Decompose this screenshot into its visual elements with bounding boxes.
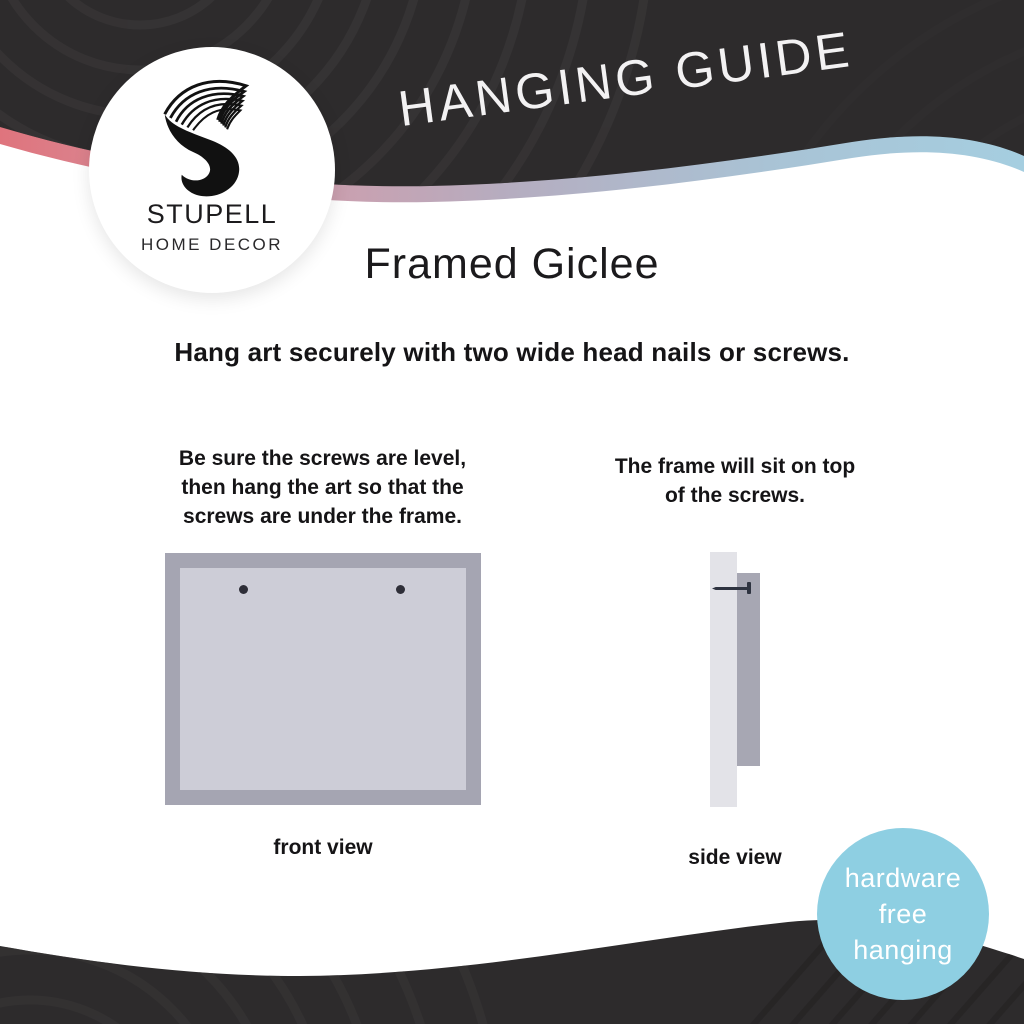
frame-profile-bar xyxy=(737,573,760,766)
front-view-caption: front view xyxy=(273,836,373,859)
product-type-title: Framed Giclee xyxy=(364,240,660,288)
nail-head-icon xyxy=(747,582,751,594)
instruction-line: Be sure the screws are level, xyxy=(178,447,467,470)
main-instruction: Hang art securely with two wide head nails or screws. xyxy=(174,337,850,367)
page-header-title: HANGING GUIDE xyxy=(395,20,856,138)
instruction-line: of the screws. xyxy=(664,484,806,507)
front-view-instructions xyxy=(150,444,495,531)
instruction-line: The frame will sit on top xyxy=(614,455,856,478)
frame-art-area xyxy=(180,568,466,790)
front-view-frame-diagram xyxy=(165,553,481,805)
screw-icon xyxy=(396,585,405,594)
brand-logo-circle xyxy=(89,47,335,293)
brand-tagline: HOME DECOR xyxy=(140,235,284,254)
badge-line: free xyxy=(878,899,928,929)
screw-icon xyxy=(239,585,248,594)
hardware-free-badge xyxy=(817,828,989,1000)
badge-line: hanging xyxy=(853,935,953,965)
wall-profile-bar xyxy=(710,552,737,807)
instruction-line: then hang the art so that the xyxy=(181,476,464,499)
instruction-line: screws are under the frame. xyxy=(183,505,462,528)
side-view-caption: side view xyxy=(688,846,782,869)
nail-icon xyxy=(712,587,749,590)
badge-line: hardware xyxy=(844,863,962,893)
brand-name: STUPELL xyxy=(146,199,278,229)
stupell-s-swoosh-icon xyxy=(155,65,269,205)
side-view-instructions xyxy=(590,452,880,510)
